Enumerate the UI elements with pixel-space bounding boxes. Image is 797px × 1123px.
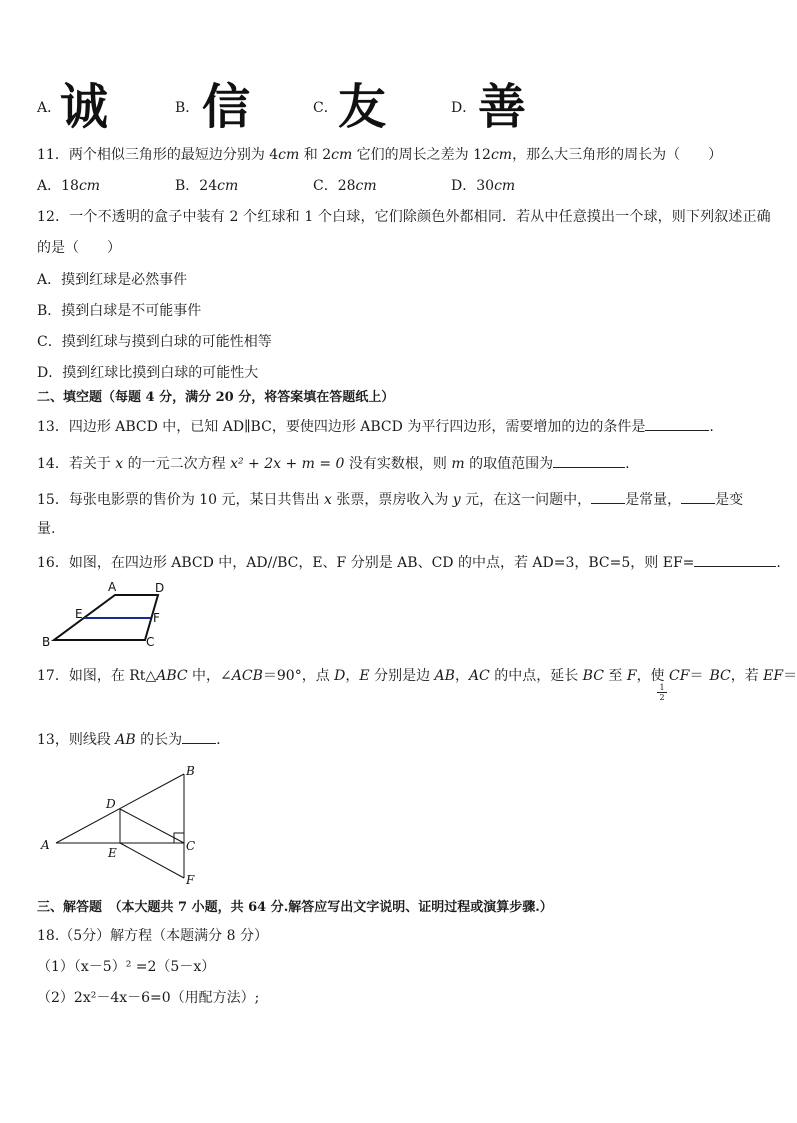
q13-text: 13．四边形 ABCD 中，已知 AD∥BC，要使四边形 ABCD 为平行四边形，需要增加的边的条件是 bbox=[37, 419, 646, 435]
q12-option-d: D．摸到红球比摸到白球的可能性大 bbox=[37, 365, 259, 381]
q10-option-d-char: 善 bbox=[478, 79, 527, 135]
q15-answer-blank-1[interactable] bbox=[591, 489, 625, 504]
q18-sub-2: （2）2x²－4x－6=0（用配方法）; bbox=[37, 990, 260, 1006]
q10-option-b-letter: B． bbox=[175, 100, 200, 116]
q16-text: 16．如图，在四边形 ABCD 中，AD//BC，E、F 分别是 AB、CD 的中点，若 AD=3，BC=5，则 EF= bbox=[37, 555, 695, 571]
q18-title: 18.（5分）解方程（本题满分 8 分） bbox=[37, 928, 268, 944]
q15-stem-line1: 15．每张电影票的售价为 10 元，某日共售出 x 张票，票房收入为 y 元，在这一问题中， 是常量， 是变 bbox=[37, 489, 743, 509]
section-3-heading: 三、解答题 （本大题共 7 小题，共 64 分.解答应写出文字说明、证明过程或演算步骤.） bbox=[37, 900, 553, 915]
q17-stem-line1: 17．如图，在 Rt△ABC 中，∠ACB＝90°，点 D，E 分别是边 AB，AC 的中点，延长 BC 至 F，使 CF＝ BC，若 EF＝ bbox=[37, 668, 797, 684]
segment-ef bbox=[120, 843, 184, 878]
q10-option-c-char: 友 bbox=[338, 79, 387, 135]
q12-option-a: A．摸到红球是必然事件 bbox=[37, 272, 188, 288]
q15-stem-line2: 量. bbox=[37, 521, 56, 537]
q12-option-b: B．摸到白球是不可能事件 bbox=[37, 303, 202, 319]
fraction-numerator: 1 bbox=[659, 683, 665, 692]
label-d: D bbox=[106, 797, 116, 811]
label-d: D bbox=[155, 581, 165, 595]
q11-unit-1: cm bbox=[278, 147, 300, 163]
q10-option-a-letter: A． bbox=[37, 100, 62, 116]
q11-option-a: A．18cm bbox=[37, 178, 101, 194]
q13-answer-blank[interactable] bbox=[645, 416, 709, 431]
q18-sub-1: （1）（x－5）² =2（5－x） bbox=[37, 959, 216, 975]
label-e: E bbox=[108, 846, 117, 860]
q17-answer-blank[interactable] bbox=[182, 729, 216, 744]
label-f: F bbox=[153, 611, 160, 625]
section-2-heading: 二、填空题（每题 4 分，满分 20 分，将答案填在答题纸上） bbox=[37, 390, 395, 405]
label-b: B bbox=[42, 635, 51, 649]
q11-text-4: ，那么大三角形的周长为（ ） bbox=[512, 147, 723, 163]
q11-option-c: C．28cm bbox=[313, 178, 377, 194]
q13-stem: 13．四边形 ABCD 中，已知 AD∥BC，要使四边形 ABCD 为平行四边形，需要增加的边的条件是 . bbox=[37, 416, 714, 436]
q17-stem-line2: 13，则线段 AB 的长为 . bbox=[37, 729, 221, 749]
q11-unit-3: cm bbox=[490, 147, 513, 163]
label-e: E bbox=[75, 607, 83, 621]
label-a: A bbox=[41, 838, 50, 852]
label-c: C bbox=[146, 635, 155, 649]
q11-option-b: B．24cm bbox=[175, 178, 239, 194]
label-f: F bbox=[186, 873, 195, 887]
fraction-denominator: 2 bbox=[657, 692, 667, 702]
q10-option-b-char: 信 bbox=[202, 79, 251, 135]
q10-option-d-letter: D． bbox=[451, 100, 477, 116]
q11-text-3: 它们的周长之差为 12 bbox=[352, 147, 491, 163]
q12-stem-line2: 的是（ ） bbox=[37, 240, 121, 256]
q17-fraction bbox=[657, 683, 667, 702]
q10-option-c-letter: C． bbox=[313, 100, 338, 116]
q10-option-a-char: 诚 bbox=[60, 79, 109, 135]
q11-option-d: D．30cm bbox=[451, 178, 516, 194]
q11-stem bbox=[37, 146, 722, 164]
q11-text-1: 11．两个相似三角形的最短边分别为 4 bbox=[37, 147, 279, 163]
q17-triangle-figure bbox=[38, 762, 208, 888]
label-a: A bbox=[108, 580, 117, 594]
label-c: C bbox=[186, 839, 196, 853]
q15-answer-blank-2[interactable] bbox=[681, 489, 715, 504]
q16-trapezoid-figure bbox=[40, 578, 170, 650]
q11-unit-2: cm bbox=[331, 147, 353, 163]
label-b: B bbox=[186, 764, 195, 778]
q12-option-c: C．摸到红球与摸到白球的可能性相等 bbox=[37, 334, 272, 350]
q14-equation: x² + 2x + m = 0 bbox=[230, 456, 345, 472]
q16-stem: 16．如图，在四边形 ABCD 中，AD//BC，E、F 分别是 AB、CD 的中点，若 AD=3，BC=5，则 EF= . bbox=[37, 552, 781, 572]
q14-answer-blank[interactable] bbox=[553, 453, 625, 468]
q16-answer-blank[interactable] bbox=[694, 552, 776, 567]
q14-stem: 14．若关于 x 的一元二次方程 x² + 2x + m = 0 没有实数根，则 m 的取值范围为 . bbox=[37, 453, 630, 473]
q12-stem-line1: 12．一个不透明的盒子中装有 2 个红球和 1 个白球，它们除颜色外都相同．若从中任意摸出一个球，则下列叙述正确 bbox=[37, 209, 771, 225]
q11-text-2: 和 2 bbox=[299, 147, 332, 163]
